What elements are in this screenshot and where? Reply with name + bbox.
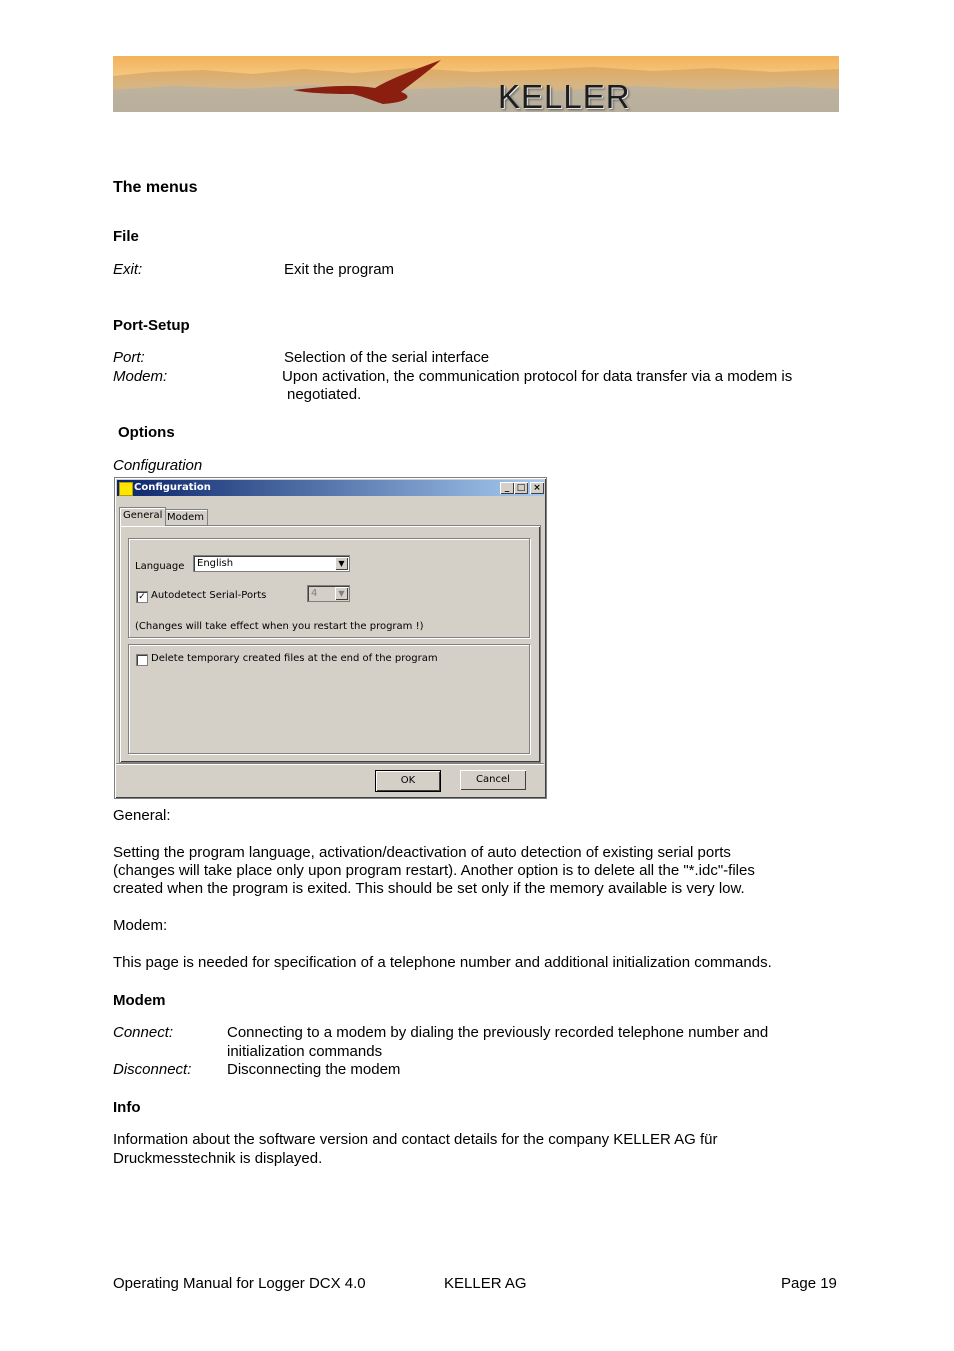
language-port-group [128,538,530,638]
heading-file: File [113,228,139,245]
info-text-line1: Information about the software version and contact details for the company KELLER AG für [113,1131,718,1148]
desc-port: Selection of the serial interface [284,349,490,366]
language-select[interactable] [193,555,350,572]
info-text-line2: Druckmesstechnik is displayed. [113,1150,323,1167]
heading-options: Options [118,424,175,441]
general-text-line1: Setting the program language, activation/deactivation of auto detection of existing serial ports [113,844,731,861]
desc-exit: Exit the program [284,261,395,278]
close-button[interactable]: × [530,482,544,494]
header-banner [113,56,839,112]
restart-note: (Changes will take effect when you restart the program !) [135,621,424,632]
language-label: Language [135,561,185,572]
desc-connect-line1: Connecting to a modem by dialing the previously recorded telephone number and [227,1024,769,1041]
autodetect-label: Autodetect Serial-Ports [151,590,267,601]
delete-temp-label: Delete temporary created files at the end of the program [151,653,438,664]
general-text-line3: created when the program is exited. This should be set only if the memory available is very low. [113,880,745,897]
port-value: 4 [311,588,318,599]
desc-disconnect: Disconnecting the modem [227,1061,401,1078]
desc-connect-line2: initialization commands [227,1043,383,1060]
port-select[interactable] [307,585,350,602]
term-exit: Exit: [113,261,143,278]
minimize-button[interactable]: _ [500,482,514,494]
modem-text: This page is needed for specification of a telephone number and additional initialization commands. [113,954,772,971]
footer-manual-title: Operating Manual for Logger DCX 4.0 [113,1275,366,1292]
language-value: English [197,558,234,569]
tab-modem[interactable]: Modem [163,509,208,526]
tab-panel-general [119,525,541,763]
maximize-button[interactable]: □ [514,482,528,494]
app-icon [119,482,133,496]
dialog-title: Configuration [134,482,211,493]
desc-modem-line2: negotiated. [287,386,362,403]
chevron-down-icon[interactable]: ▼ [335,587,348,600]
footer-page-number: Page 19 [781,1275,837,1292]
chevron-down-icon[interactable]: ▼ [335,557,348,570]
footer-company: KELLER AG [444,1275,527,1292]
ok-button[interactable]: OK [375,770,441,792]
dialog-divider [116,763,544,765]
mountain-landscape-graphic [113,56,839,112]
label-modem: Modem: [113,917,168,934]
heading-port-setup: Port-Setup [113,317,190,334]
delete-temp-checkbox[interactable] [136,654,148,666]
heading-modem: Modem [113,992,166,1009]
keller-logo: KELLER [498,78,631,112]
heading-the-menus: The menus [113,179,198,196]
term-connect: Connect: [113,1024,174,1041]
configuration-dialog [114,477,547,799]
term-disconnect: Disconnect: [113,1061,192,1078]
dialog-titlebar[interactable] [117,480,544,496]
temp-files-group [128,644,530,754]
cancel-button[interactable]: Cancel [460,770,526,790]
term-modem: Modem: [113,368,168,385]
term-port: Port: [113,349,145,366]
autodetect-checkbox[interactable]: ✓ [136,591,148,603]
general-text-line2: (changes will take place only upon program restart). Another option is to delete all the "*.idc"-files [113,862,755,879]
label-configuration: Configuration [113,457,203,474]
desc-modem-line1: Upon activation, the communication protocol for data transfer via a modem is [282,368,793,385]
label-general: General: [113,807,171,824]
tab-general[interactable]: General [119,507,166,526]
heading-info: Info [113,1099,141,1116]
